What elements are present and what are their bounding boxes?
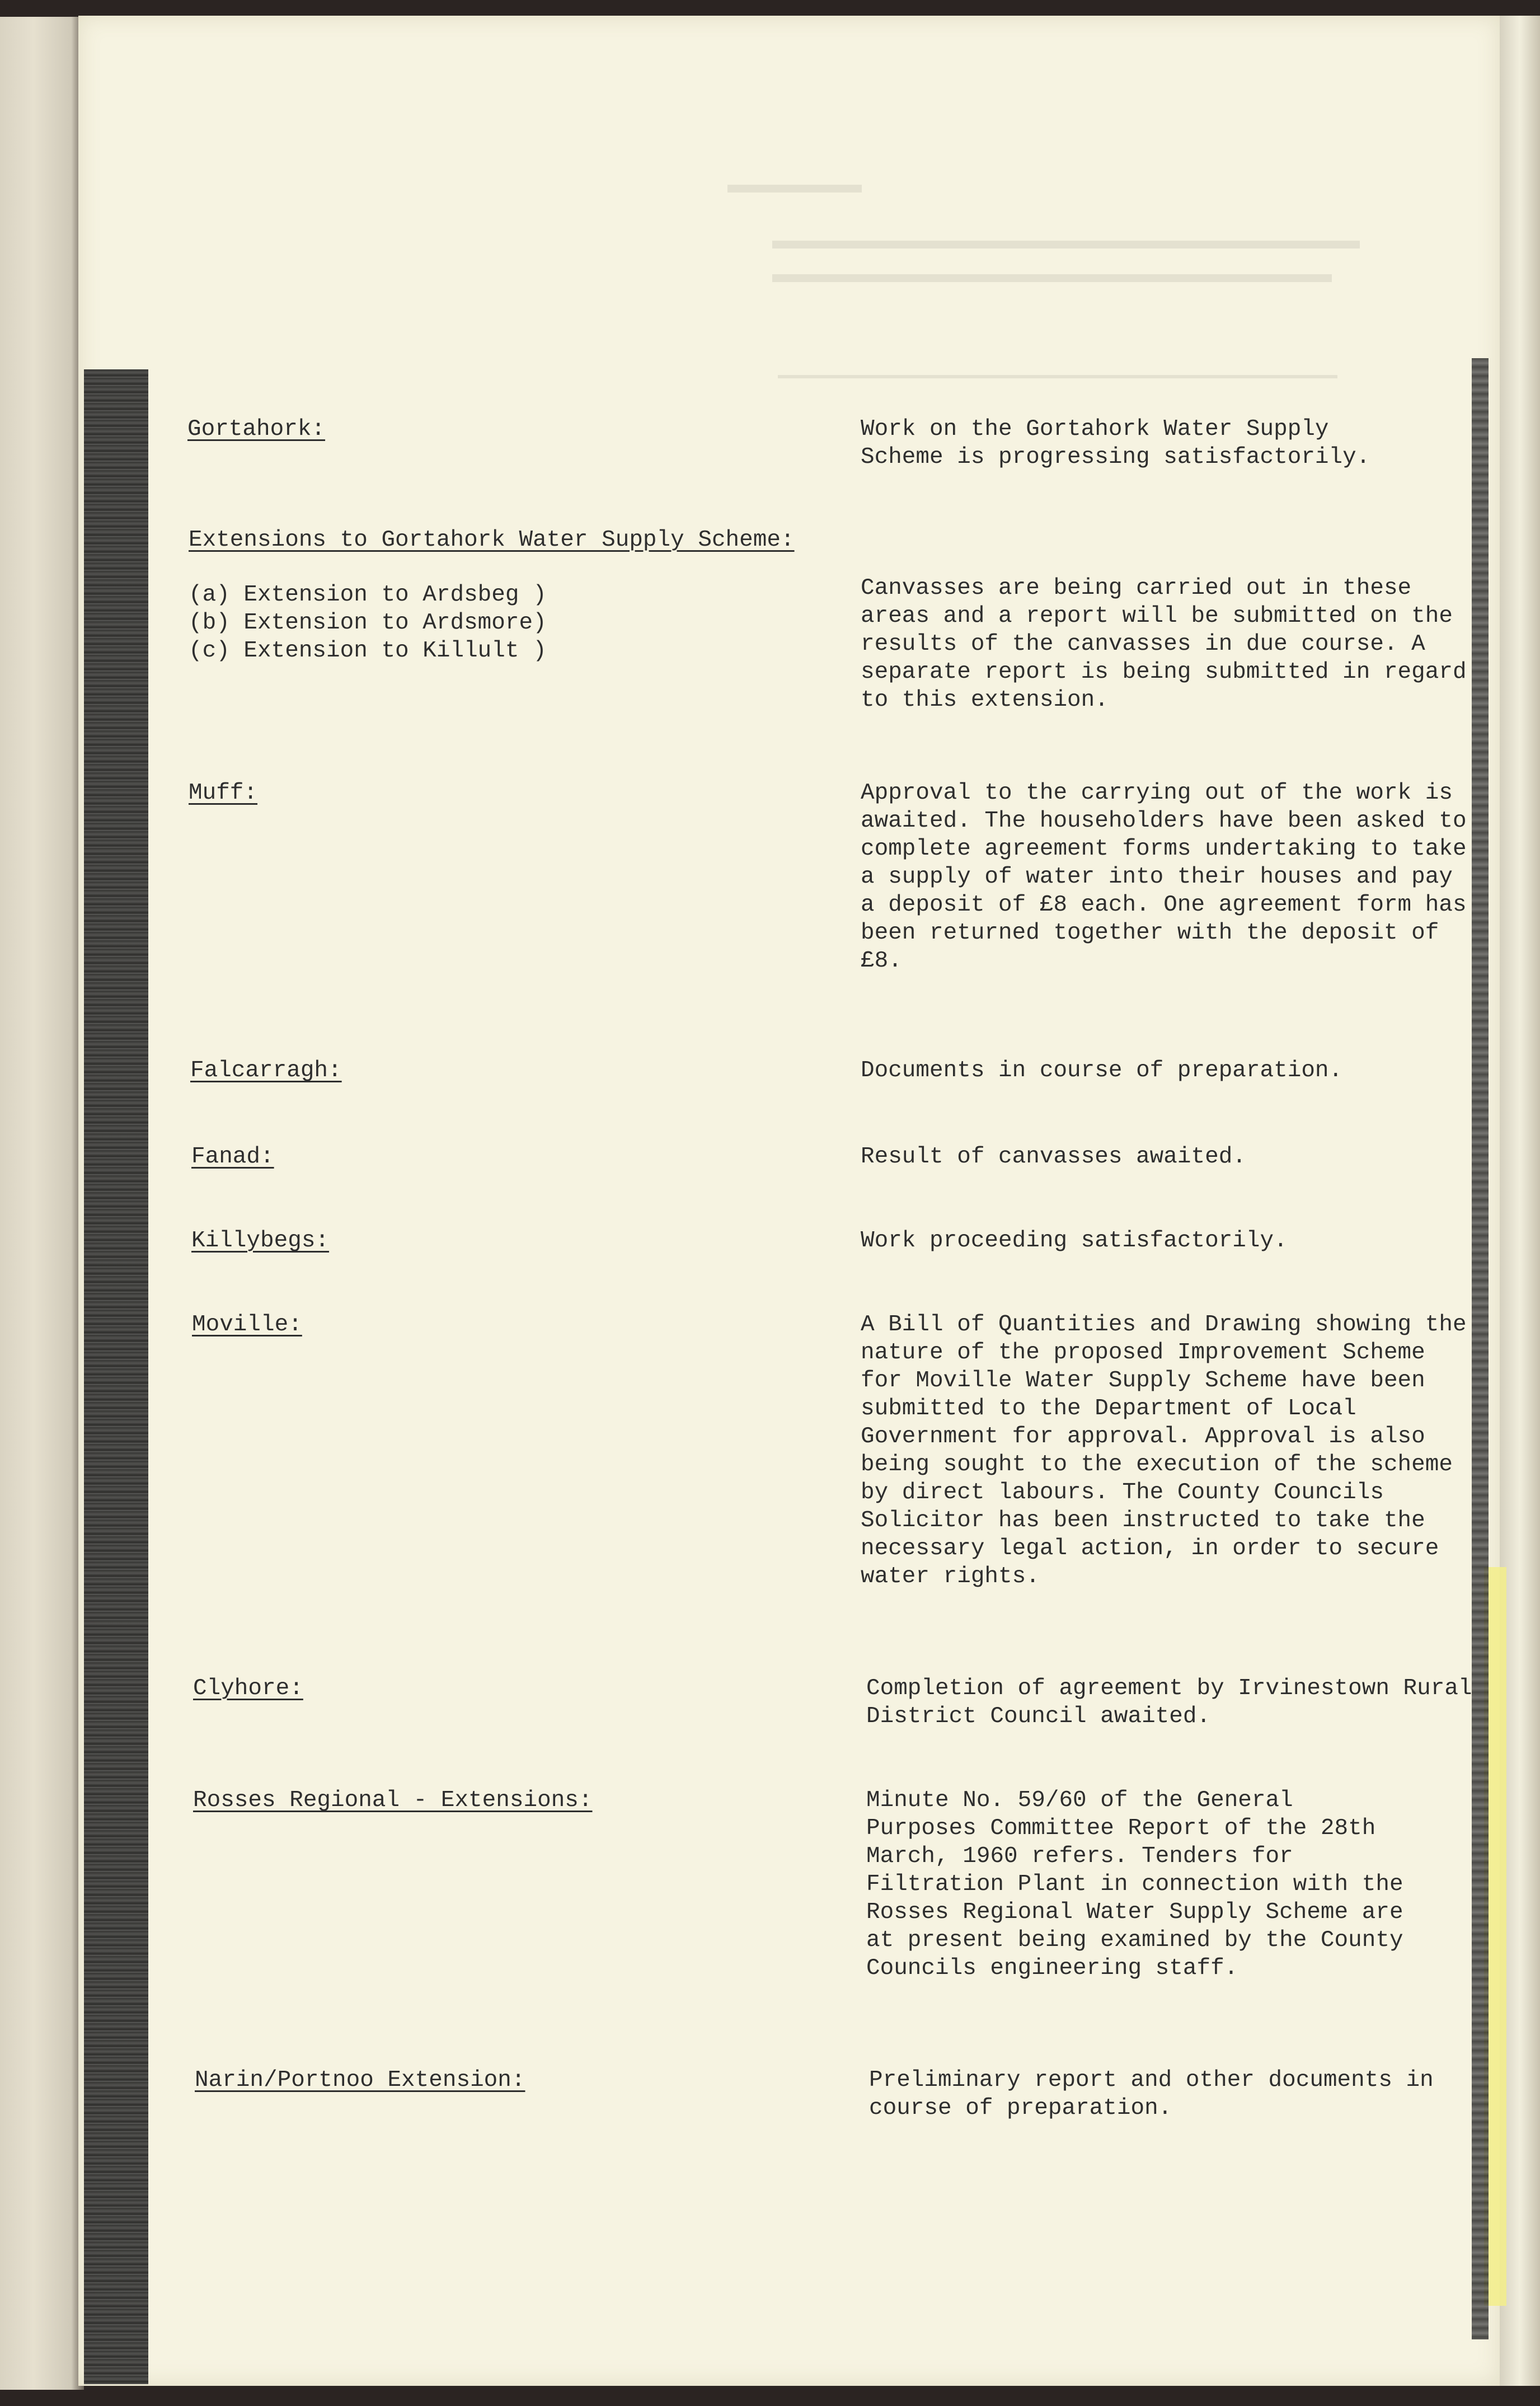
facing-page-edge xyxy=(0,17,84,2390)
entry-text: Completion of agreement by Irvinestown Rural District Council awaited. xyxy=(866,1676,1472,1729)
entry-text: Result of canvasses awaited. xyxy=(861,1144,1246,1170)
entry-text: Work proceeding satisfactorily. xyxy=(861,1228,1288,1254)
entry-text: Preliminary report and other documents in course of preparation. xyxy=(869,2067,1434,2121)
right-margin-shadow xyxy=(1472,358,1489,2339)
entry-heading: Extensions to Gortahork Water Supply Scheme: xyxy=(189,527,795,553)
show-through-text xyxy=(727,185,862,193)
show-through-text xyxy=(772,274,1332,282)
binding-shadow xyxy=(84,369,148,2384)
entry-text: Approval to the carrying out of the work is awaited. The householders have been asked to complete agreement forms undertaking to take a supply of water into their houses and pay a deposit of £8 each. One agreement form has been returned together with the deposit of £8. xyxy=(861,780,1467,974)
extension-item: (b) Extension to Ardsmore) xyxy=(189,610,547,636)
entry-text: Minute No. 59/60 of the General Purposes Committee Report of the 28th March, 1960 refers. Tenders for Filtration Plant in connection with the Rosses Regional Water Supply Scheme are at present being examined by the County Councils engineering staff. xyxy=(866,1788,1403,1981)
extension-item: (a) Extension to Ardsbeg ) xyxy=(189,582,547,608)
entry-heading: Killybegs: xyxy=(191,1228,330,1254)
show-through-text xyxy=(778,375,1337,378)
entry-heading: Clyhore: xyxy=(193,1676,303,1701)
entry-heading: Fanad: xyxy=(191,1144,274,1170)
entry-text: Canvasses are being carried out in these areas and a report will be submitted on the results of the canvasses in due course. A separate report is being submitted in regard to this extension. xyxy=(861,575,1467,713)
entry-heading: Rosses Regional - Extensions: xyxy=(193,1788,593,1813)
extension-item: (c) Extension to Killult ) xyxy=(189,638,547,664)
entry-text: Work on the Gortahork Water Supply Scheme is progressing satisfactorily. xyxy=(861,416,1370,470)
entry-text: Documents in course of preparation. xyxy=(861,1058,1343,1084)
entry-heading: Narin/Portnoo Extension: xyxy=(195,2067,525,2093)
entry-heading: Gortahork: xyxy=(187,416,326,442)
entry-text: A Bill of Quantities and Drawing showing the nature of the proposed Improvement Scheme for Moville Water Supply Scheme have been submitted to the Department of Local Government for approval. Approval is also being sought to the execution of the scheme by direct labours. The County Councils Solicitor has been instructed to take the necessary legal action, in order to secure water rights. xyxy=(861,1312,1467,1589)
show-through-text xyxy=(772,241,1360,248)
entry-heading: Muff: xyxy=(189,780,258,806)
entry-heading: Falcarragh: xyxy=(190,1058,342,1084)
entry-heading: Moville: xyxy=(192,1312,302,1338)
document-page xyxy=(78,16,1500,2386)
